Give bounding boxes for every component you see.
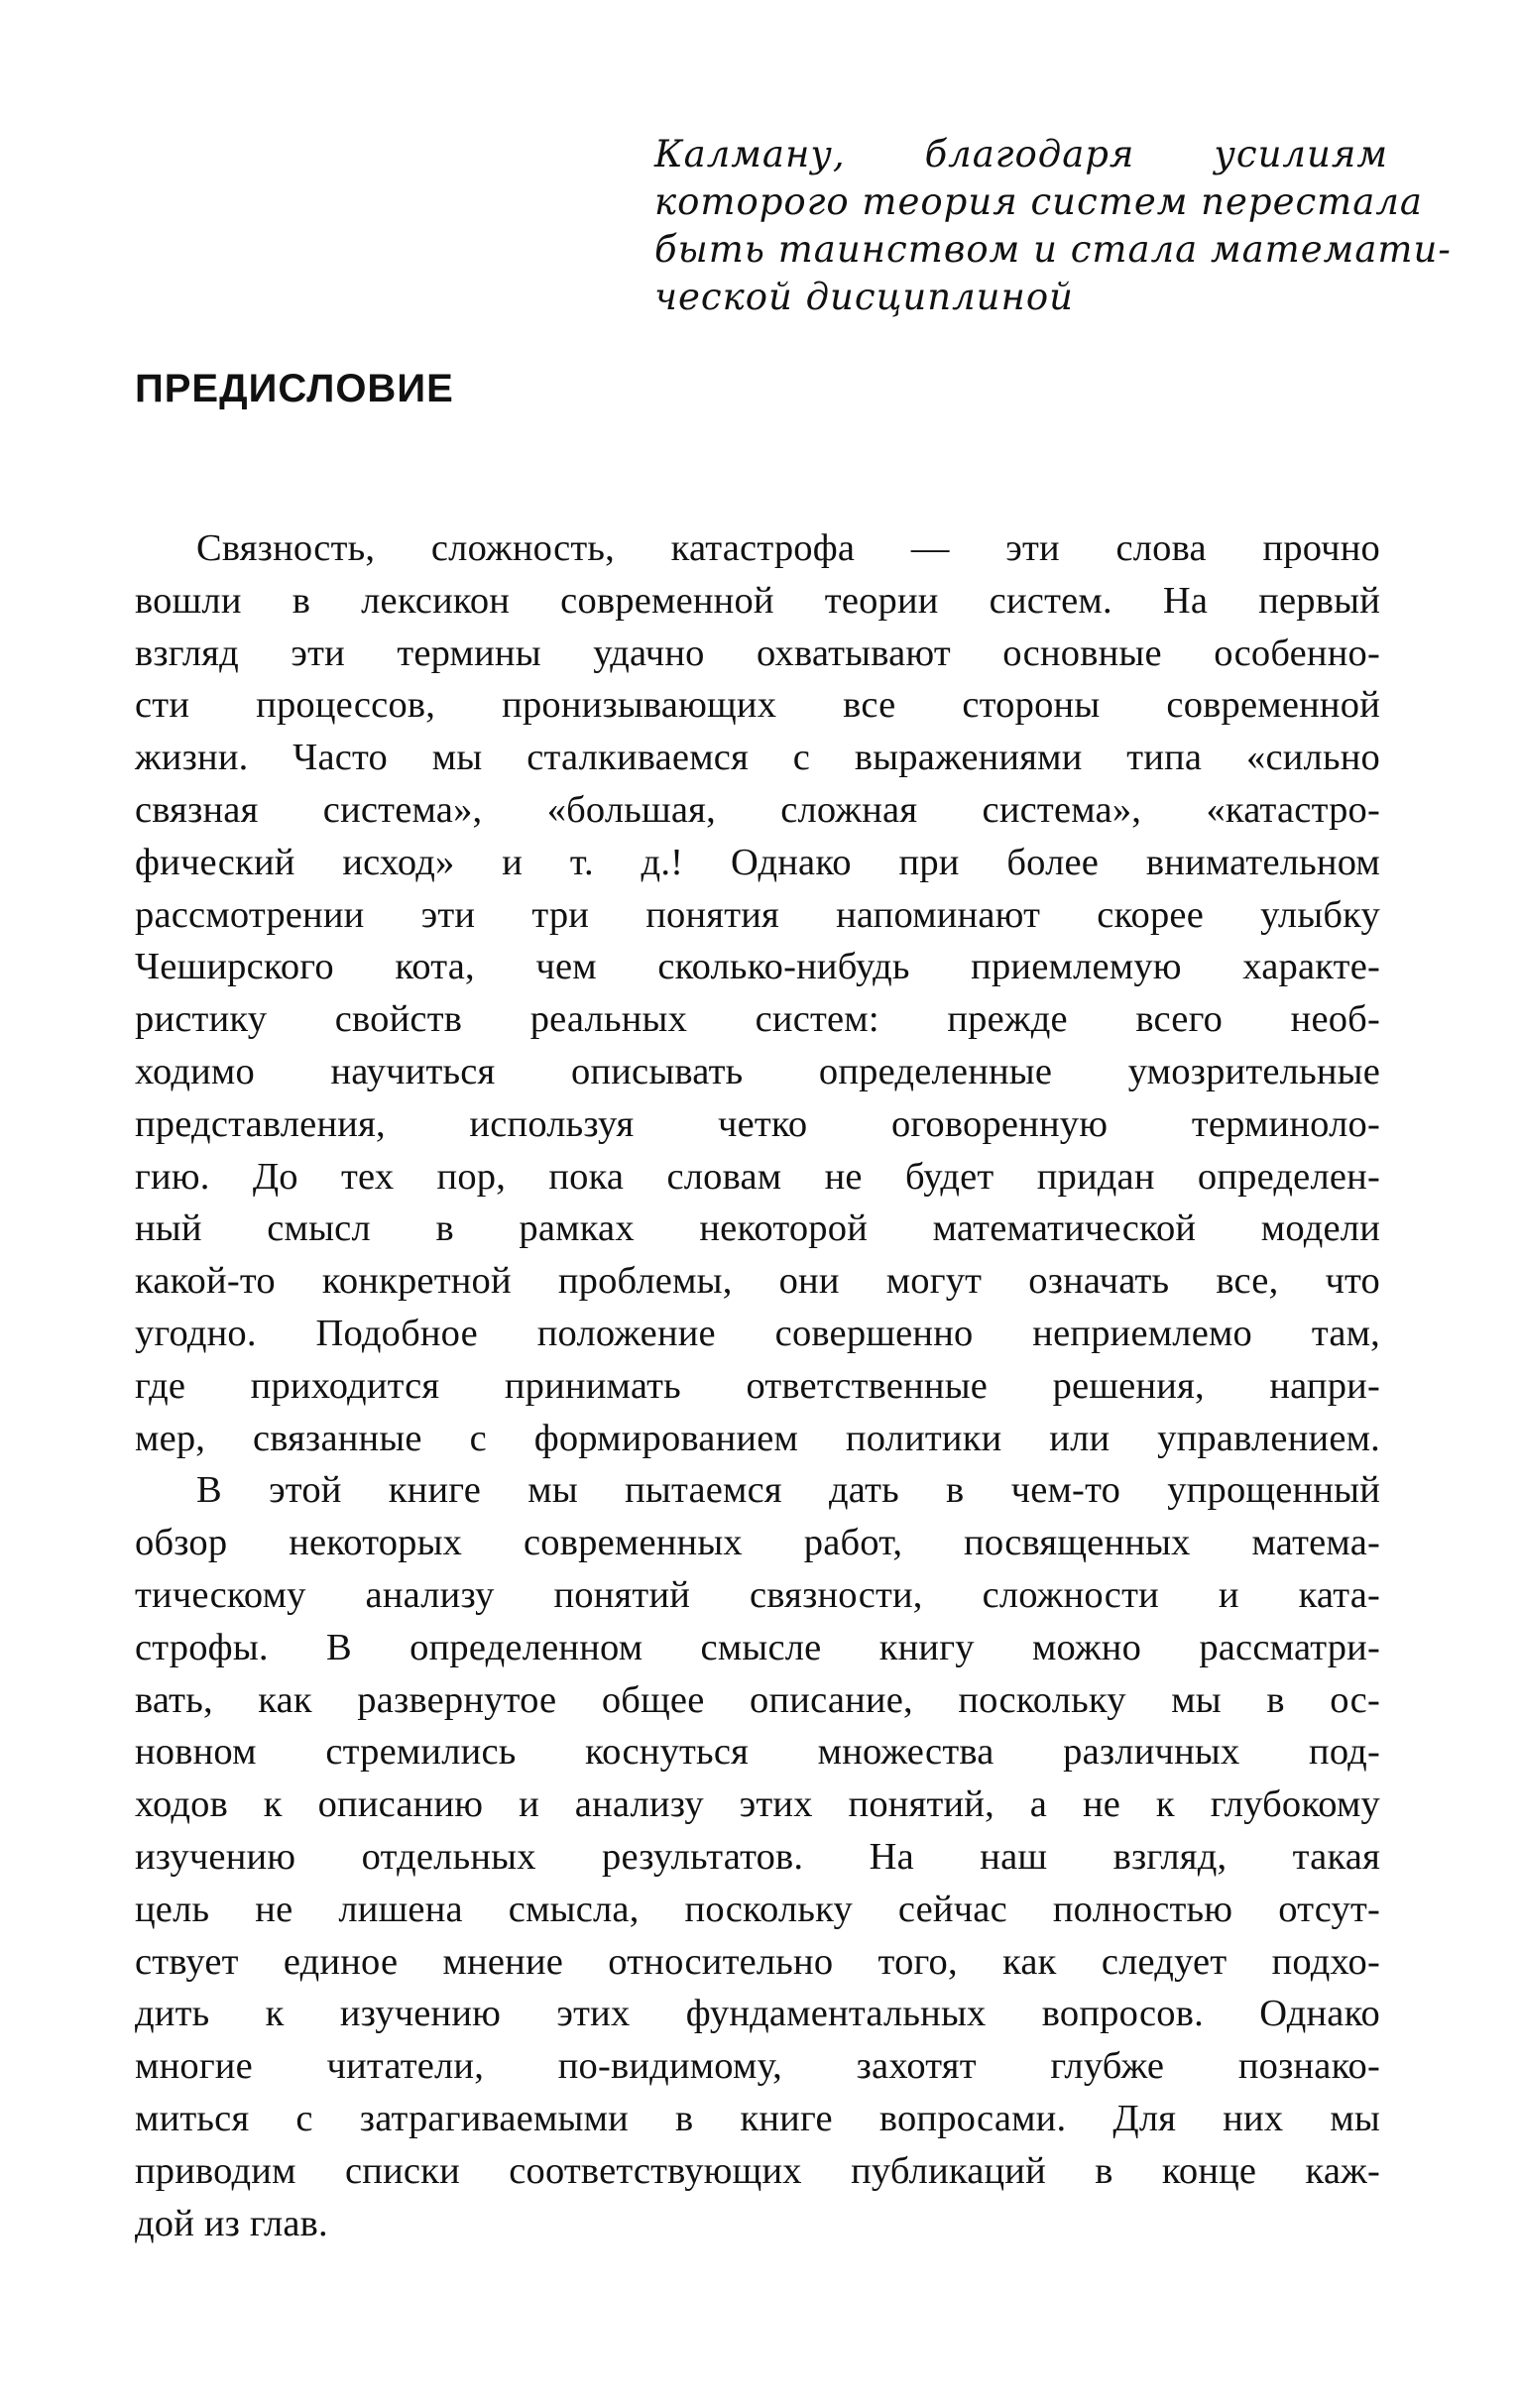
text-line: где приходится принимать ответственные решения, напри- — [135, 1364, 1380, 1407]
epigraph-line: быть таинством и стала математи- — [654, 228, 1452, 271]
text-line: дить к изучению этих фундаментальных вопросов. Однако — [135, 1993, 1380, 2035]
text-line: вошли в лексикон современной теории систем. На первый — [135, 579, 1380, 622]
text-line: обзор некоторых современных работ, посвященных матема- — [135, 1522, 1380, 1564]
text-line: ный смысл в рамках некоторой математической модели — [135, 1207, 1380, 1250]
body-text — [135, 522, 1380, 2249]
text-line: рассмотрении эти три понятия напоминают скорее улыбку — [135, 893, 1380, 936]
text-line: ристику свойств реальных систем: прежде всего необ- — [135, 998, 1380, 1041]
text-line: Чеширского кота, чем сколько-нибудь приемлемую характе- — [135, 946, 1380, 988]
text-line: гию. До тех пор, пока словам не будет придан определен- — [135, 1155, 1380, 1198]
epigraph-line: которого теория систем перестала — [654, 180, 1423, 223]
section-heading: ПРЕДИСЛОВИЕ — [135, 367, 454, 410]
text-line: фический исход» и т. д.! Однако при более внимательном — [135, 841, 1380, 883]
text-line: представления, используя четко оговоренную терминоло- — [135, 1102, 1380, 1145]
text-line: жизни. Часто мы сталкиваемся с выражениями типа «сильно — [135, 737, 1380, 779]
text-line: ходов к описанию и анализу этих понятий, а не к глубокому — [135, 1783, 1380, 1826]
text-line: цель не лишена смысла, поскольку сейчас полностью отсут- — [135, 1888, 1380, 1930]
text-line: строфы. В определенном смысле книгу можно рассматри- — [135, 1626, 1380, 1668]
paragraph-2 — [135, 1464, 1380, 2249]
text-line: мер, связанные с формированием политики или управлением. — [135, 1417, 1380, 1459]
text-line: изучению отдельных результатов. На наш взгляд, такая — [135, 1835, 1380, 1878]
text-line: Связность, сложность, катастрофа — эти слова прочно — [196, 527, 1380, 569]
epigraph-line: Калману, благодаря усилиям — [654, 133, 1388, 175]
text-line: связная система», «большая, сложная система», «катастро- — [135, 788, 1380, 831]
text-line: взгляд эти термины удачно охватывают основные особенно- — [135, 631, 1380, 674]
text-line: В этой книге мы пытаемся дать в чем-то упрощенный — [196, 1469, 1380, 1512]
text-line: ходимо научиться описывать определенные умозрительные — [135, 1050, 1380, 1092]
text-line: какой-то конкретной проблемы, они могут означать все, что — [135, 1260, 1380, 1303]
text-line: дой из глав. — [135, 2202, 328, 2244]
text-line: угодно. Подобное положение совершенно неприемлемо там, — [135, 1312, 1380, 1354]
epigraph — [654, 131, 1452, 321]
text-line: приводим списки соответствующих публикаций в конце каж- — [135, 2149, 1380, 2192]
text-line: новном стремились коснуться множества различных под- — [135, 1731, 1380, 1774]
paragraph-1 — [135, 522, 1380, 1464]
text-line: ствует единое мнение относительно того, как следует подхо- — [135, 1940, 1380, 1983]
text-line: миться с затрагиваемыми в книге вопросами. Для них мы — [135, 2097, 1380, 2139]
text-line: вать, как развернутое общее описание, поскольку мы в ос- — [135, 1678, 1380, 1721]
text-line: тическому анализу понятий связности, сложности и ката- — [135, 1573, 1380, 1616]
text-line: многие читатели, по-видимому, захотят глубже познако- — [135, 2045, 1380, 2088]
text-line: сти процессов, пронизывающих все стороны современной — [135, 684, 1380, 727]
epigraph-line: ческой дисциплиной — [654, 276, 1074, 318]
